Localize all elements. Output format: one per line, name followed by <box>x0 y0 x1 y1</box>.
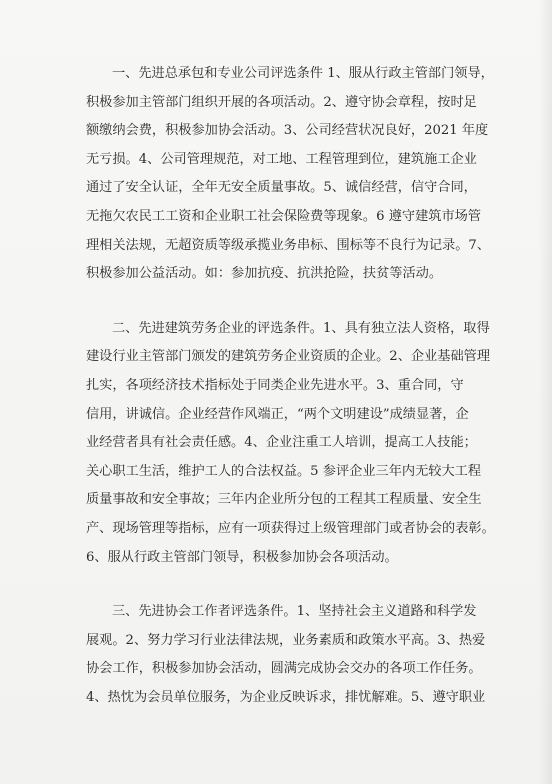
text-line: 三、先进协会工作者评选条件。1、坚持社会主义道路和科学发 <box>112 604 477 620</box>
paragraph-labor-enterprise-criteria <box>86 315 498 572</box>
text-line: 建设行业主管部门颁发的建筑劳务企业资质的企业。2、企业基础管理 <box>86 349 491 365</box>
text-line: 信用，讲诚信。企业经营作风端正，“两个文明建设”成绩显著，企 <box>86 406 469 422</box>
text-line: 理相关法规，无超资质等级承揽业务串标、围标等不良行为记录。7、 <box>86 237 491 253</box>
text-line: 质量事故和安全事故；三年内企业所分包的工程其工程质量、安全生 <box>86 492 482 508</box>
text-line: 扎实，各项经济技术指标处于同类企业先进水平。3、重合同，守 <box>86 377 464 393</box>
text-line: 一、先进总承包和专业公司评选条件 1、服从行政主管部门领导， <box>112 66 494 81</box>
paragraph-general-contractor-criteria <box>86 60 498 289</box>
text-line: 无亏损。4、公司管理规范，对工地、工程管理到位，建筑施工企业 <box>86 151 477 167</box>
text-line: 展观。2、努力学习行业法律法规，业务素质和政策水平高。3、热爱 <box>86 632 486 648</box>
text-line: 二、先进建筑劳务企业的评选条件。1、具有独立法人资格，取得 <box>112 320 490 336</box>
text-line: 6、服从行政主管部门领导，积极参加协会各项活动。 <box>86 549 398 565</box>
text-line: 积极参加公益活动。如：参加抗疫、抗洪抢险，扶贫等活动。 <box>86 266 443 282</box>
page-edge-shadow <box>538 0 552 784</box>
text-line: 业经营者具有社会责任感。4、企业注重工人培训，提高工人技能； <box>86 435 477 451</box>
text-line: 产、现场管理等指标，应有一项获得过上级管理部门或者协会的表彰。 <box>86 520 495 536</box>
paragraph-association-worker-criteria <box>86 598 498 712</box>
text-line: 额缴纳会费，积极参加协会活动。3、公司经营状况良好，2021 年度 <box>86 123 489 139</box>
text-line: 协会工作，积极参加协会活动，圆满完成协会交办的各项工作任务。 <box>86 661 482 677</box>
text-line: 积极参加主管部门组织开展的各项活动。2、遵守协会章程，按时足 <box>86 94 477 110</box>
text-line: 无拖欠农民工工资和企业职工社会保险费等现象。6 遵守建筑市场管 <box>86 208 482 224</box>
text-line: 4、热忱为会员单位服务，为企业反映诉求，排忧解难。5、遵守职业 <box>86 689 486 705</box>
text-line: 通过了安全认证，全年无安全质量事故。5、诚信经营，信守合同， <box>86 180 477 196</box>
document-body <box>86 60 498 738</box>
text-line: 关心职工生活，维护工人的合法权益。5 参评企业三年内无较大工程 <box>86 463 482 479</box>
